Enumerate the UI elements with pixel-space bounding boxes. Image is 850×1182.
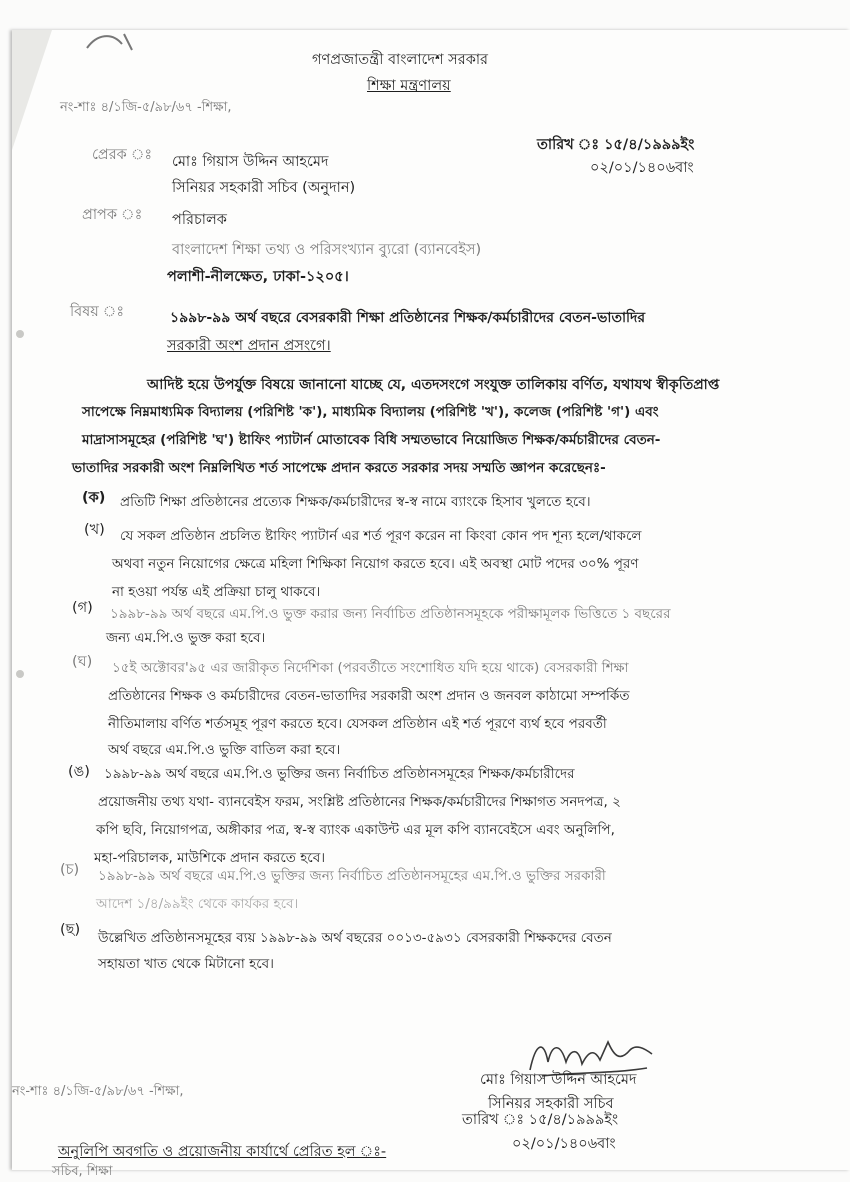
subject-line2: সরকারী অংশ প্রদান প্রসংগে। [167, 338, 331, 354]
date-bangla: ০২/০১/১৪০৬বাং [590, 160, 694, 176]
signoff-name: মোঃ গিয়াস উদ্দিন আহমেদ [480, 1072, 637, 1088]
item-marker: (গ) [72, 600, 93, 616]
item-line: আদেশ ১/৪/৯৯ইং থেকে কার্যকর হবে। [96, 896, 299, 912]
signoff-designation: সিনিয়র সহকারী সচিব [488, 1096, 614, 1112]
item-marker: (ঙ) [68, 764, 90, 780]
footer-memo-number: নং-শাঃ ৪/১জি-৫/৯৮/৬৭ -শিক্ষা, [12, 1084, 184, 1099]
item-line: প্রয়োজনীয় তথ্য যথা- ব্যানবেইস ফরম, সংশ্লিষ্ট প্রতিষ্ঠানের শিক্ষক/কর্মচারীদের শিক্ষাগত সনদপত্র, ২ [98, 794, 621, 810]
recipient-line3: পলাশী-নীলক্ষেত, ঢাকা-১২০৫। [167, 269, 349, 285]
recipient-line1: পরিচালক [172, 212, 227, 228]
item-marker: (ঘ) [72, 654, 93, 670]
page-fold [12, 30, 52, 150]
item-line: উল্লেখিত প্রতিষ্ঠানসমূহের ব্যয় ১৯৯৮-৯৯ অর্থ বছরের ০০১৩-৫৯৩১ বেসরকারী শিক্ষকদের বেতন [98, 930, 612, 946]
cutoff-line: সচিব, শিক্ষা [52, 1164, 113, 1179]
copy-note: অনুলিপি অবগতি ও প্রয়োজনীয় কার্যার্থে প্রেরিত হল ঃ- [58, 1144, 387, 1160]
memo-number: নং-শাঃ ৪/১জি-৫/৯৮/৬৭ -শিক্ষা, [60, 100, 232, 115]
recipient-label: প্রাপক ঃ [82, 207, 143, 223]
item-marker: (ছ) [60, 922, 81, 938]
item-line: যে সকল প্রতিষ্ঠান প্রচলিত ষ্টাফিং প্যাটার্ন এর শর্ত পূরণ করেন না কিংবা কোন পদ শূন্য হলে/থাকলে [120, 528, 642, 544]
government-heading: গণপ্রজাতন্ত্রী বাংলাদেশ সরকার [312, 52, 489, 68]
item-line: মহা-পরিচালক, মাউশিকে প্রদান করতে হবে। [94, 850, 326, 866]
item-line: না হওয়া পর্যন্ত এই প্রক্রিয়া চালু থাকবে। [112, 584, 321, 600]
ministry-heading: শিক্ষা মন্ত্রণালয় [367, 78, 451, 94]
punch-hole [16, 670, 24, 678]
punch-hole [16, 330, 24, 338]
date-english: তারিখ ঃ ১৫/৪/১৯৯৯ইং [537, 137, 695, 153]
item-line: প্রতিষ্ঠানের শিক্ষক ও কর্মচারীদের বেতন-ভাতাদির সরকারী অংশ প্রদান ও জনবল কাঠামো সম্পর্কিত [108, 688, 630, 704]
paragraph-line: মাদ্রাসাসমূহের (পরিশিষ্ট 'ঘ') ষ্টাফিং প্যাটার্ন মোতাবেক বিধি সম্মতভাবে নিয়োজিত শিক্ষক/কর্মচারীদের বেতন- [82, 432, 661, 448]
item-line: সহায়তা খাত থেকে মিটানো হবে। [98, 956, 274, 972]
footer-date-bangla: ০২/০১/১৪০৬বাং [512, 1136, 616, 1152]
item-line: ১৯৯৮-৯৯ অর্থ বছরে এম.পি.ও ভুক্তির জন্য নির্বাচিত প্রতিষ্ঠানসমূহের এম.পি.ও ভুক্তির সরকারী [98, 868, 606, 884]
corner-mark [82, 30, 142, 54]
item-line: ১৯৯৮-৯৯ অর্থ বছরে এম.পি.ও ভুক্তির জন্য নির্বাচিত প্রতিষ্ঠানসমূহের শিক্ষক/কর্মচারীদের [104, 766, 575, 782]
item-line: ১৫ই অক্টোবর'৯৫ এর জারীকৃত নির্দেশিকা (পরবর্তীতে সংশোধিত যদি হয়ে থাকে) বেসরকারী শিক্ষা [112, 660, 629, 676]
sender-name: মোঃ গিয়াস উদ্দিন আহমেদ [172, 154, 329, 170]
item-marker: (ক) [82, 490, 106, 506]
subject-label: বিষয় ঃ [70, 304, 125, 320]
subject-line1: ১৯৯৮-৯৯ অর্থ বছরে বেসরকারী শিক্ষা প্রতিষ্ঠানের শিক্ষক/কর্মচারীদের বেতন-ভাতাদির [170, 310, 646, 326]
sender-designation: সিনিয়র সহকারী সচিব (অনুদান) [172, 180, 356, 196]
item-marker: (চ) [60, 862, 80, 878]
footer-date-english: তারিখ ঃ ১৫/৪/১৯৯৯ইং [462, 1112, 619, 1128]
item-line: প্রতিটি শিক্ষা প্রতিষ্ঠানের প্রত্যেক শিক্ষক/কর্মচারীদের স্ব-স্ব নামে ব্যাংকে হিসাব খুলতে হবে। [120, 494, 591, 510]
paragraph-line: ভাতাদির সরকারী অংশ নিম্নলিখিত শর্ত সাপেক্ষে প্রদান করতে সরকার সদয় সম্মতি জ্ঞাপন করেছেনঃ- [72, 460, 606, 476]
recipient-line2: বাংলাদেশ শিক্ষা তথ্য ও পরিসংখ্যান ব্যুরো (ব্যানবেইস) [172, 242, 482, 258]
document-page [12, 30, 850, 1179]
item-line: জন্য এম.পি.ও ভুক্ত করা হবে। [106, 630, 266, 646]
paragraph-line: আদিষ্ট হয়ে উপর্যুক্ত বিষয়ে জানানো যাচ্ছে যে, এতদসংগে সংযুক্ত তালিকায় বর্ণিত, যথাযথ স্বীকৃতিপ্রাপ্ত [147, 377, 720, 393]
item-marker: (খ) [84, 522, 105, 538]
item-line: অথবা নতুন নিয়োগের ক্ষেত্রে মহিলা শিক্ষিকা নিয়োগ করতে হবে। এই অবস্থা মোট পদের ৩০% পূরণ [112, 556, 639, 572]
item-line: নীতিমালায় বর্ণিত শর্তসমূহ পূরণ করতে হবে। যেসকল প্রতিষ্ঠান এই শর্ত পূরণে ব্যর্থ হবে পরবর্তী [108, 716, 607, 732]
sender-label: প্রেরক ঃ [92, 147, 153, 163]
item-line: ১৯৯৮-৯৯ অর্থ বছরে এম.পি.ও ভুক্ত করার জন্য নির্বাচিত প্রতিষ্ঠানসমূহকে পরীক্ষামূলক ভিত্তিতে ১ বছরের [110, 606, 671, 622]
item-line: অর্থ বছরে এম.পি.ও ভুক্তি বাতিল করা হবে। [108, 742, 341, 758]
paragraph-line: সাপেক্ষে নিম্নমাধ্যমিক বিদ্যালয় (পরিশিষ্ট 'ক'), মাধ্যমিক বিদ্যালয় (পরিশিষ্ট 'খ'), কলেজ (পরিশিষ্ট 'গ') এবং [82, 404, 659, 420]
item-line: কপি ছবি, নিয়োগপত্র, অঙ্গীকার পত্র, স্ব-স্ব ব্যাংক একাউন্ট এর মূল কপি ব্যানবেইসে এবং অনুলিপি, [96, 822, 615, 838]
